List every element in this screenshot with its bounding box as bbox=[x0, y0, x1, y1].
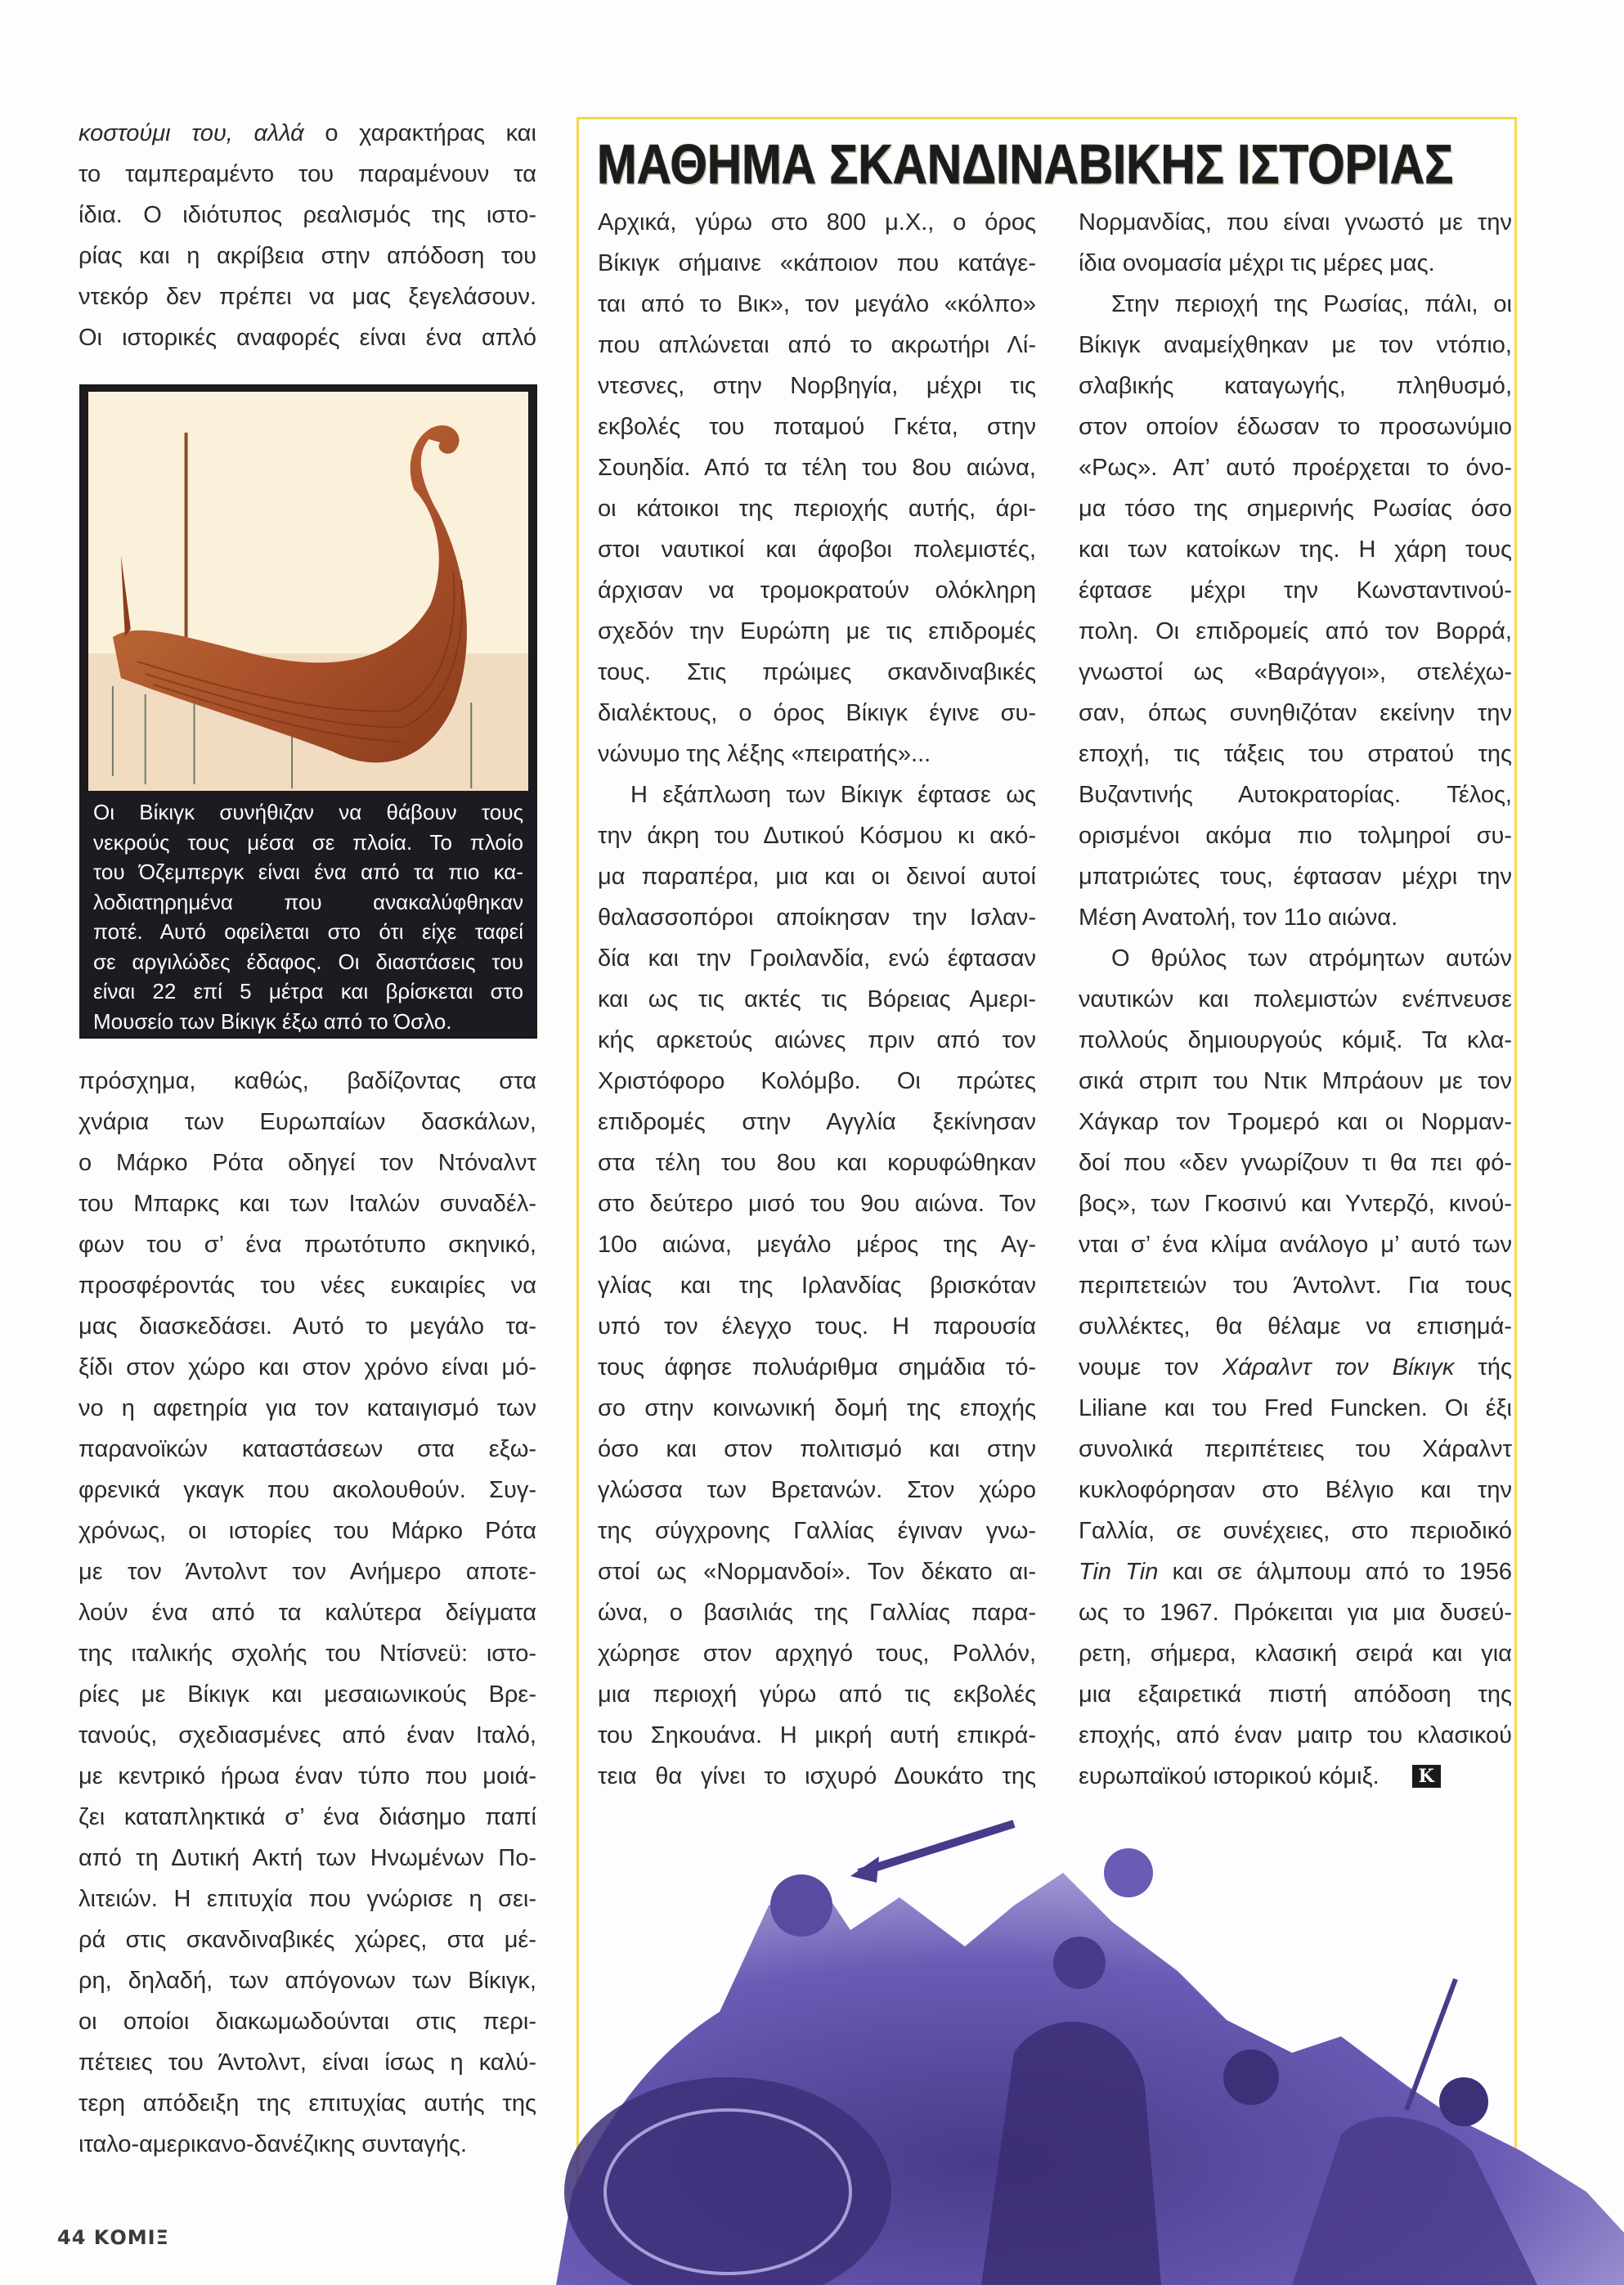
viking-ship-photo bbox=[88, 392, 528, 791]
text-line: σαν, όπως συνηθιζόταν εκείνην την bbox=[1079, 700, 1512, 726]
text-line: της σύγχρονης Γαλλίας έγιναν γνω- bbox=[598, 1518, 1036, 1544]
text-line: τανούς, σχεδιασμένες από έναν Ιταλό, bbox=[79, 1722, 536, 1749]
text-line: ρίας και η ακρίβεια στην απόδοση του bbox=[79, 243, 536, 269]
sidebar-title: ΜΑΘΗΜΑ ΣΚΑΝΔΙΝΑΒΙΚΗΣ ΙΣΤΟΡΙΑΣ bbox=[597, 133, 1454, 195]
text-line: βος», των Γκοσινύ και Υντερζό, κινού- bbox=[1079, 1191, 1512, 1217]
text-line: Στην περιοχή της Ρωσίας, πάλι, οι bbox=[1111, 291, 1512, 317]
text-line: οι κάτοικοι της περιοχής αυτής, άρι- bbox=[598, 496, 1036, 522]
text-line: ίδια. Ο ιδιότυπος ρεαλισμός της ιστο- bbox=[79, 202, 536, 228]
text-line: μπατριώτες τους, έφτασαν μέχρι την bbox=[1079, 864, 1512, 890]
text-line: μας διασκεδάσει. Αυτό το μεγάλο τα- bbox=[79, 1313, 536, 1340]
text-line: το ταμπεραμέντο του παραμένουν τα bbox=[79, 161, 536, 187]
text-line: Χάγκαρ τον Τρομερό και οι Νορμαν- bbox=[1079, 1109, 1512, 1135]
text-line: Οι Βίκιγκ συνήθιζαν να θάβουν τους bbox=[93, 800, 523, 824]
text-line: στο δεύτερο μισό του 9ου αιώνα. Τον bbox=[598, 1191, 1036, 1217]
text-line: Μέση Ανατολή, τον 11ο αιώνα. bbox=[1079, 905, 1398, 931]
text-line: την άκρη του Δυτικού Κόσμου κι ακό- bbox=[598, 823, 1036, 849]
text-line: Ο θρύλος των ατρόμητων αυτών bbox=[1111, 945, 1512, 972]
text-line: που απλώνεται από το ακρωτήρι Λί- bbox=[598, 332, 1036, 358]
text-line: ιταλο-αμερικανο-δανέζικης συνταγής. bbox=[79, 2131, 468, 2157]
text-line: όσο και στον πολιτισμό και στην bbox=[598, 1436, 1036, 1462]
text-line: στα τέλη του 8ου και κορυφώθηκαν bbox=[598, 1150, 1036, 1176]
text-line: γλώσσα των Βρετανών. Στον χώρο bbox=[598, 1477, 1036, 1503]
text-line: μια εξαιρετικά πιστή απόδοση της bbox=[1079, 1681, 1512, 1708]
text-line: ται από το Βικ», τον μεγάλο «κόλπο» bbox=[598, 291, 1036, 317]
text-line: σικά στριπ του Ντικ Μπράουν με τον bbox=[1079, 1068, 1512, 1094]
end-mark-icon: K bbox=[1412, 1765, 1441, 1788]
text-line: ρά στις σκανδιναβικές χώρες, στα μέ- bbox=[79, 1927, 536, 1953]
text-line: προσφέροντάς του νέες ευκαιρίες να bbox=[79, 1273, 536, 1299]
text-line: έφτασε μέχρι την Κωνσταντινού- bbox=[1079, 577, 1512, 604]
left-column-top-text bbox=[79, 113, 536, 358]
text-line: με κεντρικό ήρωα έναν τύπο που μοιά- bbox=[79, 1763, 536, 1789]
sidebar-middle-column bbox=[598, 202, 1036, 1797]
text-line: ώνα, ο βασιλιάς της Γαλλίας παρα- bbox=[598, 1600, 1036, 1626]
text-line: νο η αφετηρία για τον καταιγισμό των bbox=[79, 1395, 536, 1421]
text-line: νεκρούς τους μέσα σε πλοία. Το πλοίο bbox=[93, 829, 523, 855]
ship-image-icon bbox=[88, 392, 528, 791]
text-line: Liliane και του Fred Funcken. Οι έξι bbox=[1079, 1395, 1512, 1421]
photo-caption bbox=[93, 797, 523, 1036]
text-line: στον οποίον έδωσαν το προσωνύμιο bbox=[1079, 414, 1512, 440]
text-line: της ιταλικής σχολής του Ντίσνεϋ: ιστο- bbox=[79, 1641, 536, 1667]
text-line: νουμε τον Χάραλντ τον Βίκιγκ τής bbox=[1079, 1354, 1512, 1380]
text-line: τους. Στις πρώιμες σκανδιναβικές bbox=[598, 659, 1036, 685]
text-line: γλίας και της Ιρλανδίας βρισκόταν bbox=[598, 1273, 1036, 1299]
text-line: εποχής, από έναν μαιτρ του κλασικού bbox=[1079, 1722, 1512, 1749]
text-line: επιδρομές στην Αγγλία ξεκίνησαν bbox=[598, 1109, 1036, 1135]
text-line: χρόνως, οι ιστορίες του Μάρκο Ρότα bbox=[79, 1518, 536, 1544]
text-line: και των κατοίκων της. Η χάρη τους bbox=[1079, 536, 1512, 563]
text-line: Μουσείο των Βίκιγκ έξω από το Όσλο. bbox=[93, 1008, 452, 1034]
text-line: ξίδι στον χώρο και στον χρόνο είναι μό- bbox=[79, 1354, 536, 1380]
text-line: σο στην κοινωνική δομή της εποχής bbox=[598, 1395, 1036, 1421]
text-line: είναι 22 επί 5 μέτρα και βρίσκεται στο bbox=[93, 979, 523, 1003]
text-line: πολη. Οι επιδρομείς από τον Βορρά, bbox=[1079, 618, 1512, 644]
text-line: χώρησε στον αρχηγό τους, Ρολλόν, bbox=[598, 1641, 1036, 1667]
text-line: ορισμένοι ακόμα πιο τολμηροί συ- bbox=[1079, 823, 1512, 849]
text-line: Βυζαντινής Αυτοκρατορίας. Τέλος, bbox=[1079, 782, 1512, 808]
text-line: φρενικά γκαγκ που ακολουθούν. Συγ- bbox=[79, 1477, 536, 1503]
text-line: στοί ως «Νορμανδοί». Τον δέκατο αι- bbox=[598, 1559, 1036, 1585]
text-line: ζει καταπληκτικά σ’ ένα διάσημο παπί bbox=[79, 1804, 536, 1830]
text-line: συλλέκτες, θα θέλαμε να επισημά- bbox=[1079, 1313, 1512, 1340]
text-line: σχεδόν την Ευρώπη με τις επιδρομές bbox=[598, 618, 1036, 644]
text-line: ως το 1967. Πρόκειται για μια δυσεύ- bbox=[1079, 1600, 1512, 1626]
text-line: και ως τις ακτές τις Βόρειας Αμερι- bbox=[598, 986, 1036, 1012]
text-line: σλαβικής καταγωγής, πληθυσμό, bbox=[1079, 373, 1512, 399]
text-line: Η εξάπλωση των Βίκιγκ έφτασε ως bbox=[630, 782, 1036, 808]
photo-box bbox=[79, 384, 537, 1039]
text-line: νώνυμο της λέξης «πειρατής»... bbox=[598, 741, 931, 767]
text-line: παρανοϊκών καταστάσεων στα εξω- bbox=[79, 1436, 536, 1462]
text-line: Νορμανδίας, που είναι γνωστό με την bbox=[1079, 209, 1512, 236]
text-line: κοστούμι του, αλλά ο χαρακτήρας και bbox=[79, 120, 536, 146]
text-line: Οι ιστορικές αναφορές είναι ένα απλό bbox=[79, 325, 536, 351]
text-line: θαλασσοπόροι αποίκησαν την Ισλαν- bbox=[598, 905, 1036, 931]
text-line: 10ο αιώνα, μεγάλο μέρος της Αγ- bbox=[598, 1232, 1036, 1258]
text-line: γνωστοί ως «Βαράγγοι», στελέχω- bbox=[1079, 659, 1512, 685]
text-line: του Όζεμπεργκ είναι ένα από τα πιο κα- bbox=[93, 860, 523, 884]
text-line: τους άφησε πολυάριθμα σημάδια τό- bbox=[598, 1354, 1036, 1380]
text-line: ναυτικών και πολεμιστών ενέπνευσε bbox=[1079, 986, 1512, 1012]
text-line: σε αργιλώδες έδαφος. Οι διαστάσεις του bbox=[93, 949, 523, 974]
text-line: εκβολές του ποταμού Γκέτα, στην bbox=[598, 414, 1036, 440]
magazine-name: ΚΟΜΙΞ bbox=[93, 2226, 169, 2249]
text-line: ρίες με Βίκιγκ και μεσαιωνικούς Βρε- bbox=[79, 1681, 536, 1708]
text-line: μα τόσο της σημερινής Ρωσίας όσο bbox=[1079, 496, 1512, 522]
text-line: ποτέ. Αυτό οφείλεται στο ότι είχε ταφεί bbox=[93, 919, 523, 944]
battle-engraving-icon bbox=[556, 1807, 1624, 2285]
text-line: Tin Tin και σε άλμπουμ από το 1956 bbox=[1079, 1559, 1512, 1585]
text-line: άρχισαν να τρομοκρατούν ολόκληρη bbox=[598, 577, 1036, 604]
text-line: φων του σ’ ένα πρωτότυπο σκηνικό, bbox=[79, 1232, 536, 1258]
text-line: νται σ’ ένα κλίμα ανάλογο μ’ αυτό των bbox=[1079, 1232, 1512, 1258]
text-line: Αρχικά, γύρω στο 800 μ.Χ., ο όρος bbox=[598, 209, 1036, 236]
text-line: πέτειες του Άντολντ, είναι ίσως η καλύ- bbox=[79, 2049, 536, 2076]
text-line: από τη Δυτική Ακτή των Ηνωμένων Πο- bbox=[79, 1845, 536, 1871]
page-footer bbox=[57, 2226, 169, 2249]
text-line: δία και την Γροιλανδία, ενώ έφτασαν bbox=[598, 945, 1036, 972]
text-line: Γαλλία, σε συνέχειες, στο περιοδικό bbox=[1079, 1518, 1512, 1544]
text-line: στοι ναυτικοί και άφοβοι πολεμιστές, bbox=[598, 536, 1036, 563]
text-line: συνολικά περιπέτειες του Χάραλντ bbox=[1079, 1436, 1512, 1462]
sidebar-right-column bbox=[1079, 202, 1512, 1797]
text-line: τεια θα γίνει το ισχυρό Δουκάτο της bbox=[598, 1763, 1036, 1789]
text-line: κής αρκετούς αιώνες πριν από τον bbox=[598, 1027, 1036, 1053]
left-column-bottom-text bbox=[79, 1061, 536, 2165]
text-line: εποχή, τις τάξεις του στρατού της bbox=[1079, 741, 1512, 767]
text-line: μια περιοχή γύρω από τις εκβολές bbox=[598, 1681, 1036, 1708]
text-line: ίδια ονομασία μέχρι τις μέρες μας. bbox=[1079, 250, 1435, 276]
text-line: διαλέκτους, ο όρος Βίκιγκ έγινε συ- bbox=[598, 700, 1036, 726]
text-line: ρη, δηλαδή, των απόγονων των Βίκιγκ, bbox=[79, 1968, 536, 1994]
text-line: Βίκιγκ αναμείχθηκαν με τον ντόπιο, bbox=[1079, 332, 1512, 358]
text-line: πρόσχημα, καθώς, βαδίζοντας στα bbox=[79, 1068, 536, 1094]
text-line: Χριστόφορο Κολόμβο. Οι πρώτες bbox=[598, 1068, 1036, 1094]
text-line: του Σηκουάνα. Η μικρή αυτή επικρά- bbox=[598, 1722, 1036, 1749]
text-line: ο Μάρκο Ρότα οδηγεί τον Ντόναλντ bbox=[79, 1150, 536, 1176]
text-line: με τον Άντολντ τον Ανήμερο αποτε- bbox=[79, 1559, 536, 1585]
text-line: υπό τον έλεγχο τους. Η παρουσία bbox=[598, 1313, 1036, 1340]
text-line: οι οποίοι διακωμωδούνται στις περι- bbox=[79, 2009, 536, 2035]
text-line: Σουηδία. Από τα τέλη του 8ου αιώνα, bbox=[598, 455, 1036, 481]
text-line: του Μπαρκς και των Ιταλών συναδέλ- bbox=[79, 1191, 536, 1217]
text-line: μα παραπέρα, μια και οι δεινοί αυτοί bbox=[598, 864, 1036, 890]
text-line: κυκλοφόρησαν στο Βέλγιο και την bbox=[1079, 1477, 1512, 1503]
text-line: περιπετειών του Άντολντ. Για τους bbox=[1079, 1273, 1512, 1299]
text-line: ρετη, σήμερα, κλασική σειρά και για bbox=[1079, 1641, 1512, 1667]
text-line: ευρωπαϊκού ιστορικού κόμιξ. K bbox=[1079, 1756, 1512, 1797]
text-line: τερη απόδειξη της επιτυχίας αυτής της bbox=[79, 2090, 536, 2117]
viking-battle-illustration bbox=[556, 1807, 1624, 2285]
text-line: λιτειών. Η επιτυχία που γνώρισε η σει- bbox=[79, 1886, 536, 1912]
text-line: χνάρια των Ευρωπαίων δασκάλων, bbox=[79, 1109, 536, 1135]
text-line: δοί που «δεν γνωρίζουν τι θα πει φό- bbox=[1079, 1150, 1512, 1176]
text-line: Βίκιγκ σήμαινε «κάποιον που κατάγε- bbox=[598, 250, 1036, 276]
text-line: λοδιατηρημένα που ανακαλύφθηκαν bbox=[93, 889, 523, 914]
text-line: ντεκόρ δεν πρέπει να μας ξεγελάσουν. bbox=[79, 284, 536, 310]
text-line: ντεσνες, στην Νορβηγία, μέχρι τις bbox=[598, 373, 1036, 399]
text-line: λούν ένα από τα καλύτερα δείγματα bbox=[79, 1600, 536, 1626]
text-line: πολλούς δημιουργούς κόμιξ. Τα κλα- bbox=[1079, 1027, 1512, 1053]
page-number: 44 bbox=[57, 2226, 87, 2249]
text-line: «Ρως». Απ’ αυτό προέρχεται το όνο- bbox=[1079, 455, 1512, 481]
